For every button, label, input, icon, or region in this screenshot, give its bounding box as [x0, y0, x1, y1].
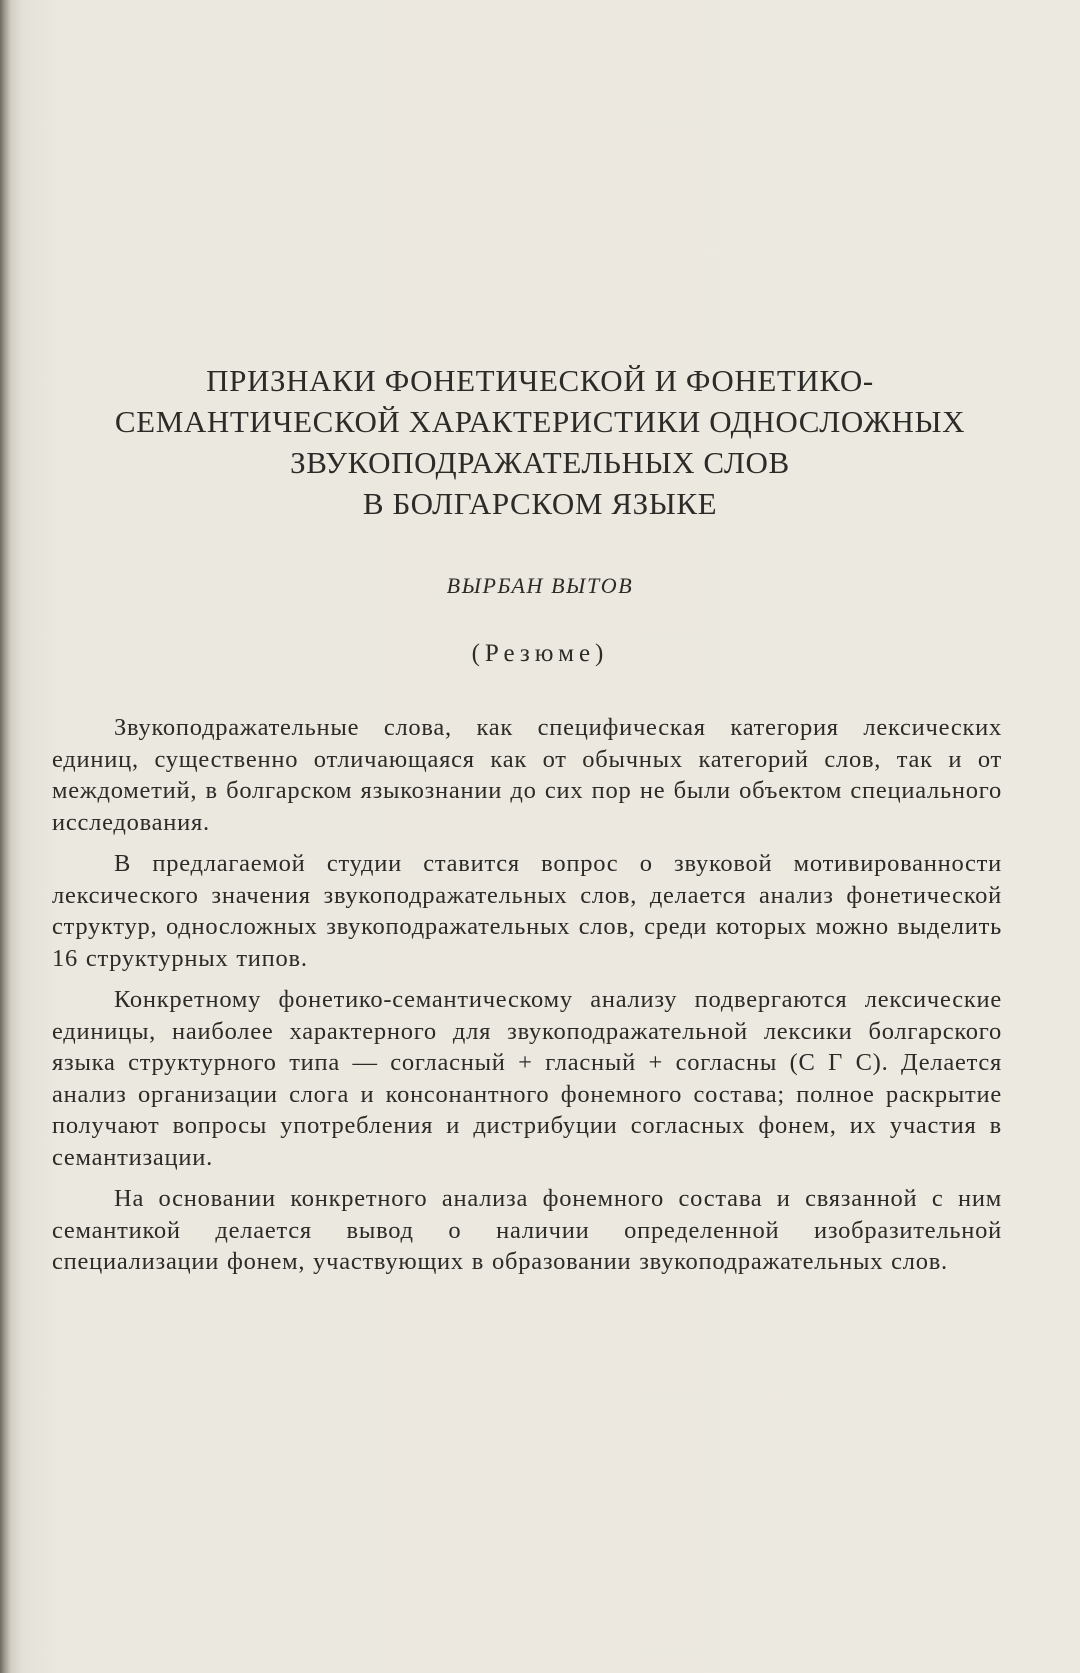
author-name: ВЫРБАН ВЫТОВ: [446, 573, 634, 598]
title-line-1: ПРИЗНАКИ ФОНЕТИЧЕСКОЙ И ФОНЕТИКО-: [206, 363, 874, 398]
abstract-paragraph-2: В предлагаемой студии ставится вопрос о звуковой мотивированности лексического значения звукоподражательных слов, делается анализ фонетической структур, односложных звукоподражательных слов, среди которых можно выделить 16 структурных типов.: [52, 850, 1002, 972]
abstract-paragraph-4: На основании конкретного анализа фонемного состава и связанной с ним семантикой делается вывод о наличии определенной изобразительной специализации фонем, участвующих в образовании звукоподражательных слов.: [52, 1185, 1002, 1275]
title-line-4: В БОЛГАРСКОМ ЯЗЫКЕ: [362, 486, 718, 521]
abstract-body: [52, 712, 1002, 1288]
resume-label: (Резюме): [471, 640, 609, 667]
title-line-2: СЕМАНТИЧЕСКОЙ ХАРАКТЕРИСТИКИ ОДНОСЛОЖНЫХ: [114, 404, 966, 439]
title-line-3: ЗВУКОПОДРАЖАТЕЛЬНЫХ СЛОВ: [290, 445, 790, 480]
abstract-paragraph-3: Конкретному фонетико-семантическому анализу подвергаются лексические единицы, наиболее характерного для звукоподражательной лексики болгарского языка структурного типа — согласный + гласный + согласны (С Г С). Делается анализ организации слога и консонантного фонемного состава; полное раскрытие получают вопросы употребления и дистрибуции согласных фонем, их участия в семантизации.: [52, 986, 1002, 1171]
article-title: [40, 360, 1040, 524]
abstract-paragraph-1: Звукоподражательные слова, как специфическая категория лексических единиц, существенно отличающаяся как от обычных категорий слов, так и от междометий, в болгарском языкознании до сих пор не были объектом специального исследования.: [52, 714, 1002, 836]
